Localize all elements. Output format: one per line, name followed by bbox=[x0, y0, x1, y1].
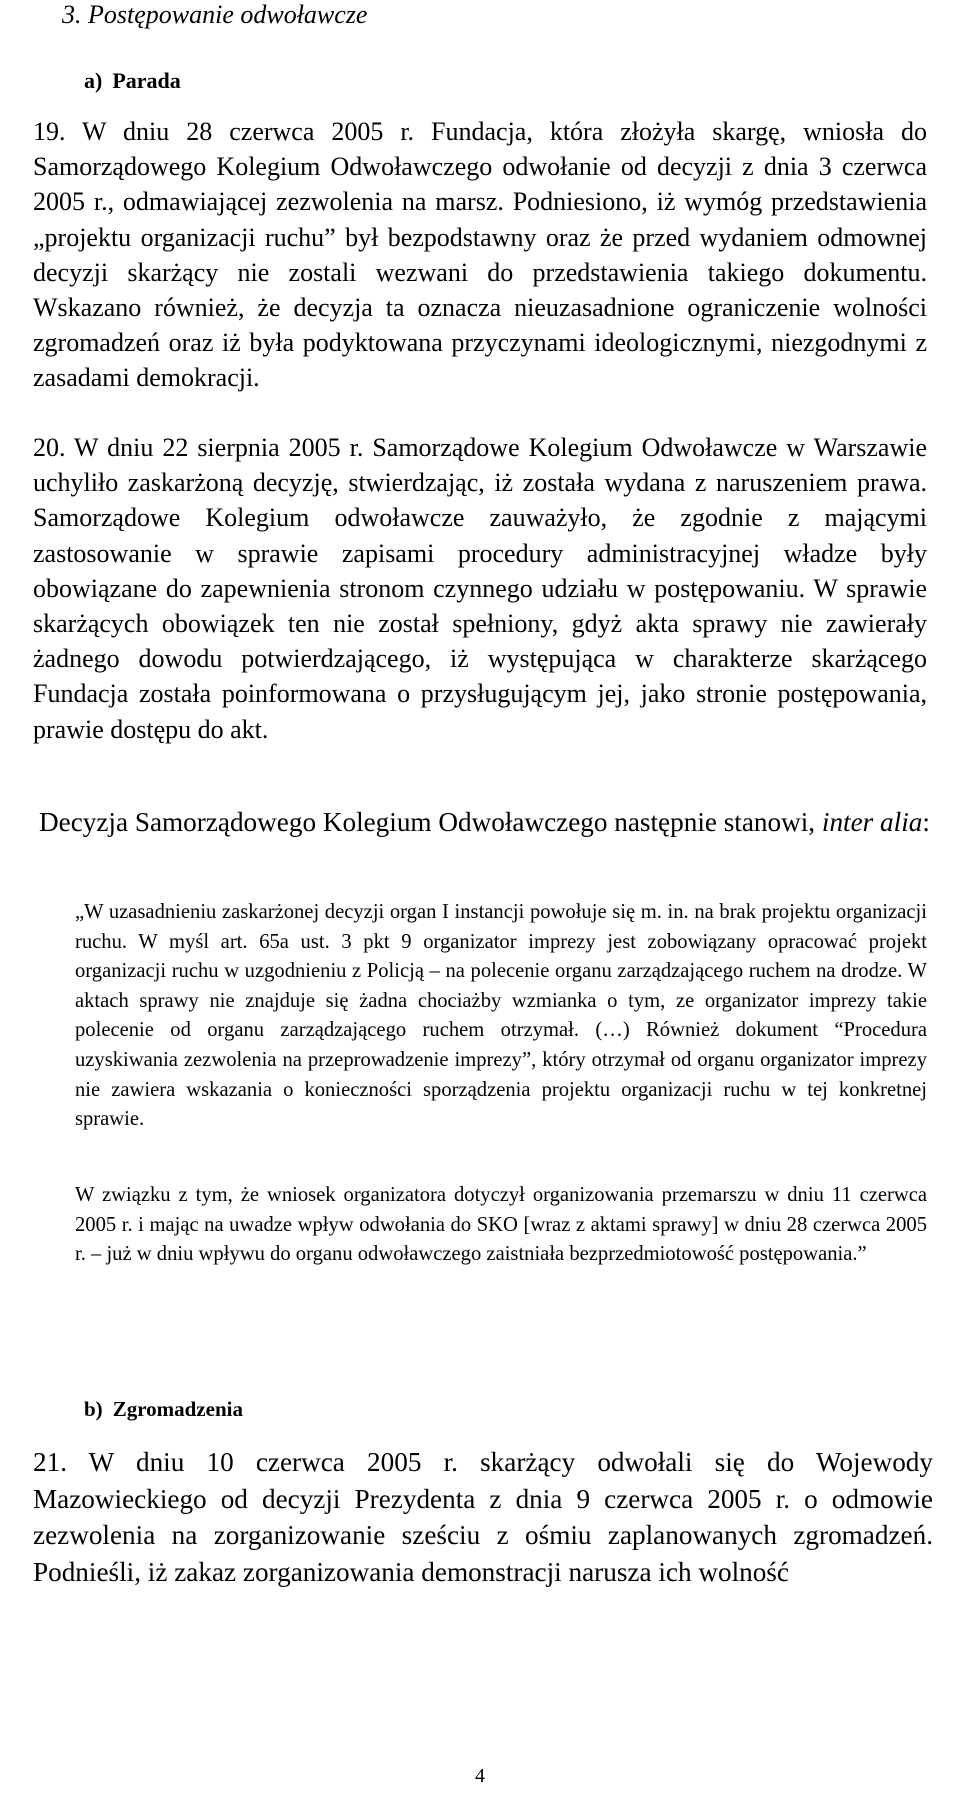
subsection-a-label: a) bbox=[84, 68, 103, 93]
paragraph-20: 20. W dniu 22 sierpnia 2005 r. Samorządowe Kolegium Odwoławcze w Warszawie uchyliło zaskarżoną decyzję, stwierdzając, iż została wydana z naruszeniem prawa. Samorządowe Kolegium odwoławcze zauważyło, że zgodnie z mającymi zastosowanie w sprawie zapisami procedury administracyjnej władze były obowiązane do zapewnienia stronom czynnego udziału w postępowaniu. W sprawie skarżących obowiązek ten nie został spełniony, gdyż akta sprawy nie zawierały żadnego dowodu potwierdzającego, iż występująca w charakterze skarżącego Fundacja została poinformowana o przysługującym jej, jako stronie postępowania, prawie dostępu do akt. bbox=[33, 433, 927, 744]
quotation-block-2-text: W związku z tym, że wniosek organizatora dotyczył organizowania przemarszu w dniu 11 czerwca 2005 r. i mając na uwadze wpływ odwołania do SKO [wraz z aktami sprawy] w dniu 28 czerwca 2005 r. – już w dniu wpływu do organu odwoławczego zaistniała bezprzedmiotowość postępowania.” bbox=[75, 1184, 927, 1266]
paragraph-19: 19. W dniu 28 czerwca 2005 r. Fundacja, która złożyła skargę, wniosła do Samorządowego Kolegium Odwoławczego odwołanie od decyzji z dnia 3 czerwca 2005 r., odmawiającej zezwolenia na marsz. Podniesiono, iż wymóg przedstawienia „projektu organizacji ruchu” był bezpodstawny oraz że przed wydaniem odmownej decyzji skarżący nie zostali wezwani do przedstawienia takiego dokumentu. Wskazano również, że decyzja ta oznacza nieuzasadnione ograniczenie wolności zgromadzeń oraz iż była podyktowana przyczynami ideologicznymi, niezgodnymi z zasadami demokracji. bbox=[33, 117, 927, 393]
subsection-b-label: b) bbox=[84, 1397, 103, 1421]
quotation-block-1: „W uzasadnieniu zaskarżonej decyzji organ I instancji powołuje się m. in. na brak projektu organizacji ruchu. W myśl art. 65a ust. 3 pkt 9 organizator imprezy jest zobowiązany opracować projekt organizacji ruchu w uzgodnieniu z Policją – na polecenie organu zarządzającego ruchem na drodze. W aktach sprawy nie znajduje się żadna chociażby wzmianka o tym, ze organizator imprezy takie polecenie od organu zarządzającego ruchem otrzymał. (…) Również dokument “Procedura uzyskiwania zezwolenia na przeprowadzenie imprezy”, który otrzymał od organu organizator imprezy nie zawiera wskazania o konieczności sporządzenia projektu organizacji ruchu w tej konkretnej sprawie. bbox=[75, 901, 927, 1131]
subsection-a-heading bbox=[84, 68, 181, 94]
paragraph-20b-text: Decyzja Samorządowego Kolegium Odwoławczego następnie stanowi, bbox=[39, 807, 816, 837]
paragraph-20-continuation bbox=[33, 804, 933, 841]
subsection-b-title: Zgromadzenia bbox=[112, 1397, 243, 1421]
subsection-b-heading bbox=[84, 1396, 243, 1422]
page-number: 4 bbox=[475, 1765, 485, 1787]
subsection-a-title: Parada bbox=[112, 68, 181, 93]
quotation-block-2 bbox=[75, 1181, 927, 1270]
section-heading: 3. Postępowanie odwoławcze bbox=[62, 0, 368, 29]
paragraph-20b-italic: inter alia bbox=[821, 807, 923, 837]
paragraph-21: 21. W dniu 10 czerwca 2005 r. skarżący odwołali się do Wojewody Mazowieckiego od decyzji Prezydenta z dnia 9 czerwca 2005 r. o odmowie zezwolenia na zorganizowanie sześciu z ośmiu zaplanowanych zgromadzeń. Podnieśli, iż zakaz zorganizowania demonstracji narusza ich wolność bbox=[33, 1447, 933, 1587]
paragraph-20b-suffix: : bbox=[922, 807, 930, 837]
